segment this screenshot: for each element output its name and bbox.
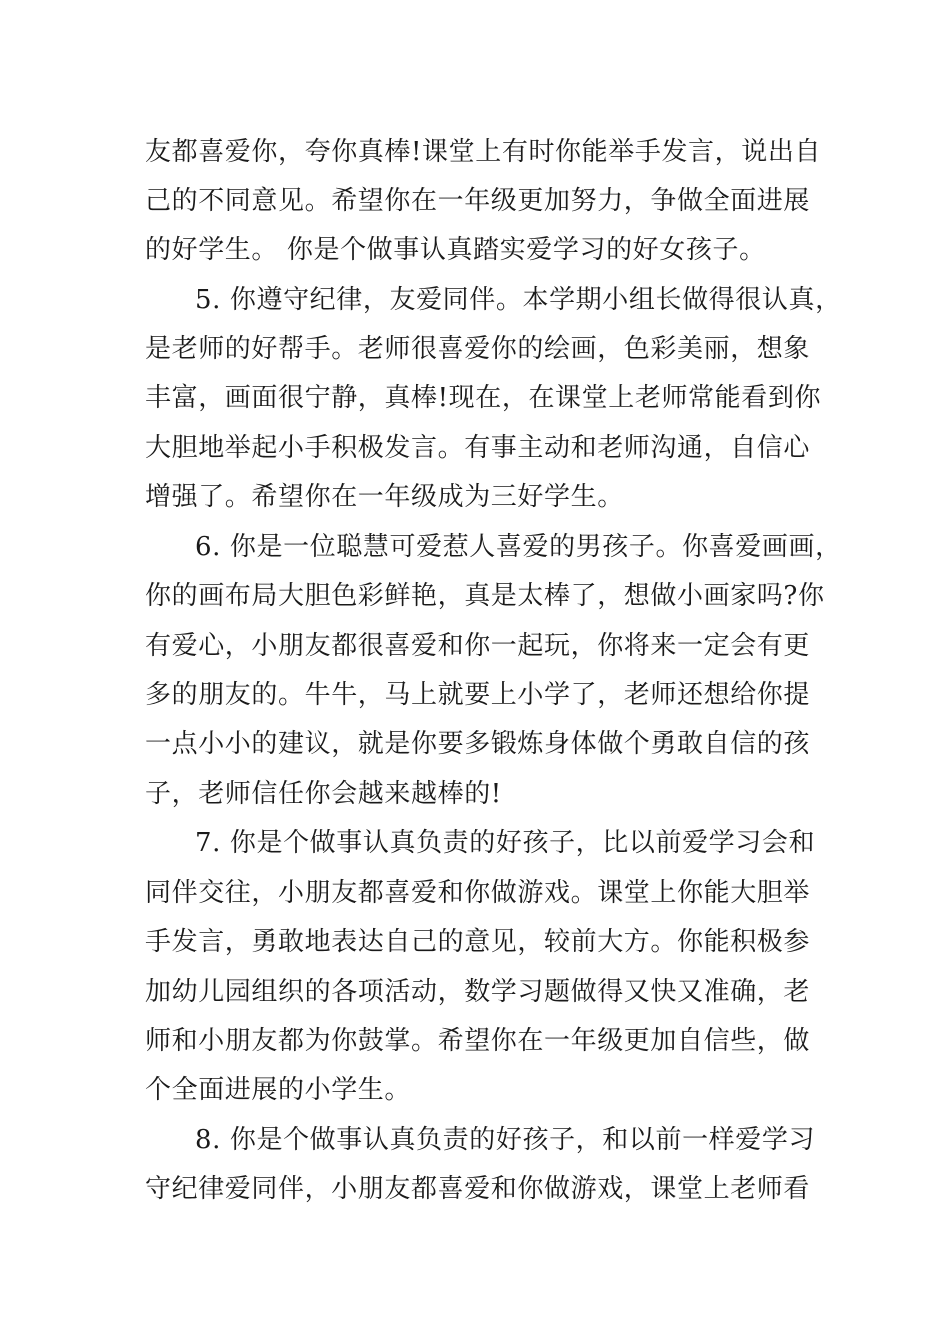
paragraph-5-first-line: 5. 你遵守纪律，友爱同伴。本学期小组长做得很认真，: [195, 285, 842, 315]
text-line: 手发言，勇敢地表达自己的意见，较前大方。你能积极参: [145, 927, 811, 957]
text-line: 多的朋友的。牛牛，马上就要上小学了，老师还想给你提: [145, 680, 811, 710]
paragraph-8-first-line: 8. 你是个做事认真负责的好孩子，和以前一样爱学习: [195, 1125, 816, 1155]
text-line: 你的画布局大胆色彩鲜艳，真是太棒了，想做小画家吗?你: [145, 581, 825, 611]
text-line: 同伴交往，小朋友都喜爱和你做游戏。课堂上你能大胆举: [145, 878, 811, 908]
text-line: 守纪律爱同伴，小朋友都喜爱和你做游戏，课堂上老师看: [145, 1174, 811, 1204]
text-line: 子，老师信任你会越来越棒的!: [145, 779, 502, 809]
text-line: 友都喜爱你，夸你真棒!课堂上有时你能举手发言，说出自: [145, 137, 822, 167]
text-line: 是老师的好帮手。老师很喜爱你的绘画，色彩美丽，想象: [145, 334, 811, 364]
paragraph-6-first-line: 6. 你是一位聪慧可爱惹人喜爱的男孩子。你喜爱画画，: [195, 532, 842, 562]
text-line: 个全面进展的小学生。: [145, 1075, 412, 1105]
text-line: 有爱心，小朋友都很喜爱和你一起玩，你将来一定会有更: [145, 631, 811, 661]
text-line: 加幼儿园组织的各项活动，数学习题做得又快又准确，老: [145, 977, 811, 1007]
text-line: 增强了。希望你在一年级成为三好学生。: [145, 482, 624, 512]
text-line: 丰富，画面很宁静，真棒!现在，在课堂上老师常能看到你: [145, 383, 822, 413]
text-line: 的好学生。 你是个做事认真踏实爱学习的好女孩子。: [145, 235, 766, 265]
text-line: 师和小朋友都为你鼓掌。希望你在一年级更加自信些，做: [145, 1026, 811, 1056]
text-line: 己的不同意见。希望你在一年级更加努力，争做全面进展: [145, 186, 811, 216]
paragraph-7-first-line: 7. 你是个做事认真负责的好孩子，比以前爱学习会和: [195, 828, 816, 858]
text-line: 一点小小的建议，就是你要多锻炼身体做个勇敢自信的孩: [145, 729, 811, 759]
text-line: 大胆地举起小手积极发言。有事主动和老师沟通，自信心: [145, 433, 811, 463]
